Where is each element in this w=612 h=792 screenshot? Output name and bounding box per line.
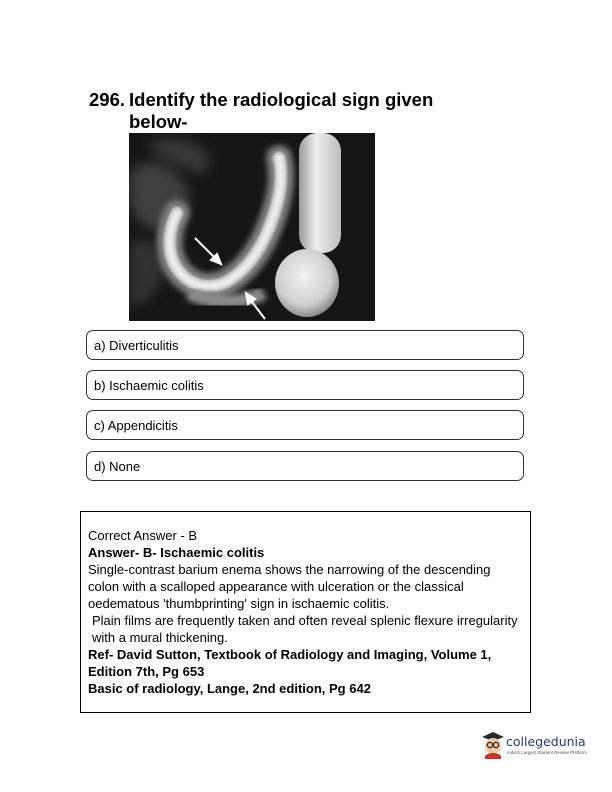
answer-heading: Answer- B- Ischaemic colitis (88, 545, 265, 560)
xray-image (129, 133, 375, 321)
option-b[interactable]: b) Ischaemic colitis (86, 370, 524, 400)
question-text: Identify the radiological sign given below- (129, 89, 434, 132)
reference-1: Ref- David Sutton, Textbook of Radiology and Imaging, Volume 1, Edition 7th, Pg 653 (88, 647, 492, 679)
reference-2: Basic of radiology, Lange, 2nd edition, Pg 642 (88, 681, 371, 696)
answer-box (80, 511, 531, 713)
logo-name: collegedunia (506, 734, 586, 749)
correct-answer: Correct Answer - B (88, 528, 198, 543)
option-c[interactable]: c) Appendicitis (86, 410, 524, 440)
option-a[interactable]: a) Diverticulitis (86, 330, 524, 360)
logo-tagline: India's Largest Student Review Platform (507, 750, 587, 755)
barium-enema-radiograph (129, 133, 375, 321)
explanation-paragraph-2: Plain films are frequently taken and often reveal splenic flexure irregularity with a mural thickening. (92, 613, 518, 645)
collegedunia-logo (480, 729, 587, 761)
explanation-paragraph-1: Single-contrast barium enema shows the narrowing of the descending colon with a scalloped appearance with ulceration or the classical oedematous 'thumbprinting' sign in ischaemic colitis. (88, 562, 491, 611)
question-number: 296. (89, 89, 126, 110)
mascot-icon (480, 729, 506, 759)
option-d[interactable]: d) None (86, 451, 524, 481)
